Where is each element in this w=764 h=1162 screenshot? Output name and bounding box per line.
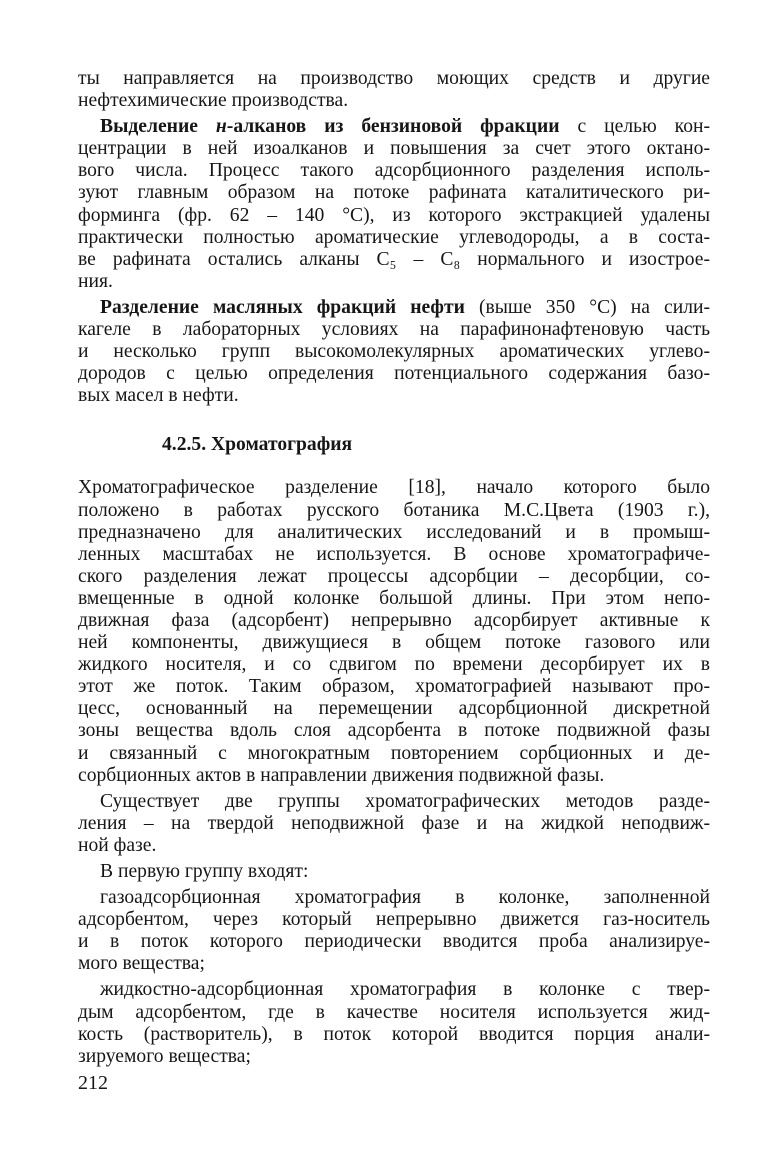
text-line: дородов с целью определения потенциального содержания базо- — [78, 363, 710, 385]
paragraph-liquid-adsorption — [78, 979, 710, 1067]
text-line: зоны вещества вдоль слоя адсорбента в потоке подвижной фазы — [78, 720, 710, 742]
text-line: ского разделения лежат процессы адсорбции – десорбции, со- — [78, 565, 710, 587]
text-fragment: с целью кон- — [559, 116, 710, 138]
text-line: Существует две группы хроматографических методов разде- — [100, 790, 710, 812]
text-line: ленных масштабах не используется. В основе хроматографиче- — [78, 543, 710, 565]
text-line: мого вещества; — [78, 953, 205, 975]
text-fragment: (выше 350 °С) на сили- — [464, 296, 710, 318]
text-line: и связанный с многократным повторением сорбционных и де- — [78, 742, 710, 764]
text-line: ты направляется на производство моющих средств и другие — [78, 68, 710, 89]
paragraph-oil-fractions — [78, 297, 710, 407]
text-line: сорбционных актов в направлении движения подвижной фазы. — [78, 764, 605, 786]
text-line: вых масел в нефти. — [78, 385, 239, 407]
text-line: движная фаза (адсорбент) непрерывно адсорбирует активные к — [78, 609, 710, 631]
text-line: кагеле в лабораторных условиях на парафинонафтеновую часть — [78, 319, 710, 341]
text-line: форминга (фр. 62 – 140 °С), из которого экстракцией удалены — [78, 204, 710, 226]
text-line: практически полностью ароматические углеводороды, а в соста- — [78, 226, 710, 248]
text-line: вмещенные в одной колонке большой длины. При этом непо- — [78, 587, 710, 609]
paragraph-chromatography-intro — [78, 477, 710, 786]
text-line: положено в работах русского ботаника М.С.Цвета (1903 г.), — [78, 499, 710, 521]
text-line: центрации в ней изоалканов и повышения за счет этого октано- — [78, 138, 710, 160]
paragraph-gas-adsorption — [78, 887, 710, 975]
text-line: зируемого вещества; — [78, 1045, 251, 1067]
text-line: жидкостно-адсорбционная хроматография в колонке с твер- — [100, 979, 710, 1001]
paragraph-two-groups — [78, 791, 710, 857]
text-line: адсорбентом, через который непрерывно движется газ-носитель — [78, 909, 710, 931]
bold-italic-term: н — [215, 116, 227, 138]
text-line: ления – на твердой неподвижной фазе и на жидкой неподвиж- — [78, 812, 710, 834]
text-line: дым адсорбентом, где в качестве носителя используется жид- — [78, 1001, 710, 1023]
text-line: Хроматографическое разделение [18], начало которого было — [78, 477, 710, 499]
text-line: ной фазе. — [78, 834, 157, 856]
paragraph-first-group — [78, 861, 710, 883]
section-heading: 4.2.5. Хроматография — [162, 434, 353, 456]
text-line: жидкого носителя, и со сдвигом по времени десорбирует их в — [78, 654, 710, 676]
text-line — [78, 116, 710, 138]
text-line: вого числа. Процесс такого адсорбционного разделения исполь- — [78, 160, 710, 182]
text-line: ния. — [78, 270, 113, 292]
text-line: предназначено для аналитических исследований и в промыш- — [78, 521, 710, 543]
text-line: и в поток которого периодически вводится проба анализируе- — [78, 931, 710, 953]
text-line: ней компоненты, движущиеся в общем потоке газового или — [78, 632, 710, 654]
page-body — [78, 68, 710, 1068]
page-number: 212 — [78, 1072, 108, 1094]
text-line — [78, 297, 710, 319]
paragraph-continuation — [78, 68, 710, 112]
bold-term: Разделение масляных фракций нефти — [100, 296, 465, 318]
bold-term: Выделение — [100, 116, 216, 138]
bold-term: -алканов из бензиновой фракции — [226, 116, 560, 138]
paragraph-n-alkanes — [78, 116, 710, 293]
text-line: нефтехимические производства. — [78, 90, 349, 112]
text-line: цесс, основанный на перемещении адсорбционной дискретной — [78, 698, 710, 720]
text-line: этот же поток. Таким образом, хроматографией называют про- — [78, 676, 710, 698]
text-line: зуют главным образом на потоке рафината каталитического ри- — [78, 182, 710, 204]
text-line: В первую группу входят: — [100, 861, 309, 882]
text-line: и несколько групп высокомолекулярных ароматических углево- — [78, 341, 710, 363]
text-line: газоадсорбционная хроматография в колонке, заполненной — [100, 887, 710, 909]
text-line: ве рафината остались алканы С₅ – С₈ нормального и изострое- — [78, 248, 710, 270]
text-line: кость (растворитель), в поток которой вводится порция анали- — [78, 1023, 710, 1045]
